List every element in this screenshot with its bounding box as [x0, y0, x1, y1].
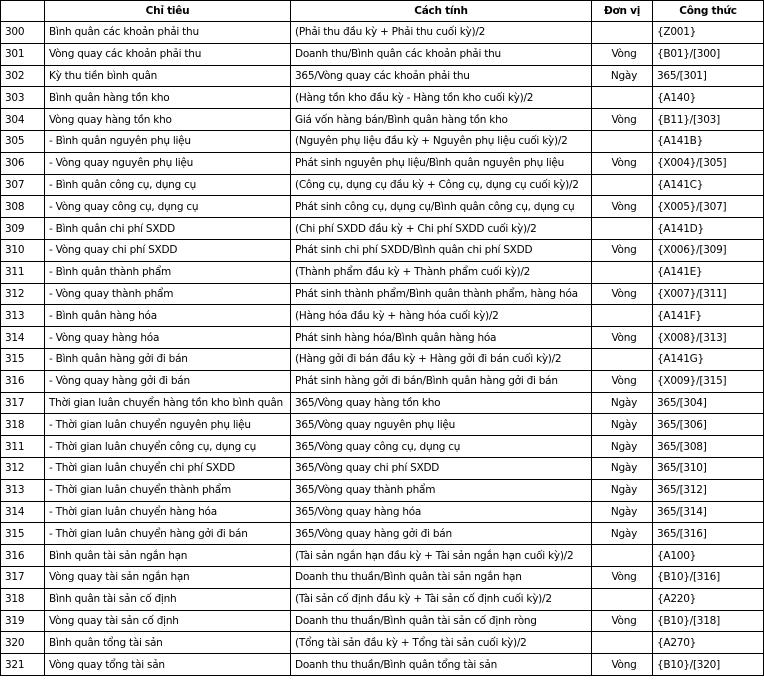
- unit-cell[interactable]: Vòng: [592, 239, 653, 261]
- table-row: [1, 261, 764, 283]
- indicator-cell[interactable]: Vòng quay tài sản ngắn hạn: [45, 566, 291, 588]
- row-number-cell[interactable]: 306: [1, 152, 45, 174]
- indicator-cell[interactable]: Bình quân hàng tồn kho: [45, 87, 291, 109]
- indicator-cell[interactable]: Vòng quay tài sản cố định: [45, 610, 291, 632]
- formula-cell[interactable]: {X007}/[311]: [653, 283, 764, 305]
- row-number-cell[interactable]: 316: [1, 545, 45, 567]
- header-unit[interactable]: Đơn vị: [592, 1, 653, 22]
- row-number-cell[interactable]: 313: [1, 479, 45, 501]
- table-row: [1, 87, 764, 109]
- formula-cell[interactable]: {B10}/[318]: [653, 610, 764, 632]
- unit-cell[interactable]: Ngày: [592, 65, 653, 87]
- formula-cell[interactable]: {A141G}: [653, 348, 764, 370]
- formula-cell[interactable]: {A141B}: [653, 130, 764, 152]
- table-row: [1, 348, 764, 370]
- calculation-cell[interactable]: Doanh thu thuần/Bình quân tài sản ngắn hạn: [291, 566, 592, 588]
- row-number-cell[interactable]: 311: [1, 436, 45, 458]
- row-number-cell[interactable]: 304: [1, 109, 45, 131]
- formula-cell[interactable]: 365/[316]: [653, 523, 764, 545]
- indicator-cell[interactable]: Kỳ thu tiền bình quân: [45, 65, 291, 87]
- table-row: [1, 109, 764, 131]
- formula-cell[interactable]: {A141D}: [653, 218, 764, 240]
- unit-cell[interactable]: [592, 348, 653, 370]
- calculation-cell[interactable]: 365/Vòng quay các khoản phải thu: [291, 65, 592, 87]
- indicator-cell[interactable]: - Thời gian luân chuyển chi phí SXDD: [45, 457, 291, 479]
- unit-cell[interactable]: Vòng: [592, 109, 653, 131]
- header-calculation[interactable]: Cách tính: [291, 1, 592, 22]
- indicator-cell[interactable]: - Bình quân hàng hóa: [45, 305, 291, 327]
- calculation-cell[interactable]: (Hàng gởi đi bán đầu kỳ + Hàng gởi đi bán cuối kỳ)/2: [291, 348, 592, 370]
- calculation-cell[interactable]: 365/Vòng quay hàng gởi đi bán: [291, 523, 592, 545]
- unit-cell[interactable]: Ngày: [592, 457, 653, 479]
- unit-cell[interactable]: [592, 218, 653, 240]
- indicator-cell[interactable]: Bình quân tài sản cố định: [45, 588, 291, 610]
- unit-cell[interactable]: Ngày: [592, 523, 653, 545]
- indicator-cell[interactable]: - Bình quân chi phí SXDD: [45, 218, 291, 240]
- formula-cell[interactable]: 365/[312]: [653, 479, 764, 501]
- formula-cell[interactable]: 365/[314]: [653, 501, 764, 523]
- formula-cell[interactable]: {X009}/[315]: [653, 370, 764, 392]
- table-row: [1, 545, 764, 567]
- formula-cell[interactable]: {A220}: [653, 588, 764, 610]
- calculation-cell[interactable]: 365/Vòng quay nguyên phụ liệu: [291, 414, 592, 436]
- indicator-cell[interactable]: - Thời gian luân chuyển công cụ, dụng cụ: [45, 436, 291, 458]
- unit-cell[interactable]: [592, 545, 653, 567]
- unit-cell[interactable]: Vòng: [592, 327, 653, 349]
- calculation-cell[interactable]: 365/Vòng quay thành phẩm: [291, 479, 592, 501]
- row-number-cell[interactable]: 300: [1, 22, 45, 44]
- indicator-cell[interactable]: - Vòng quay nguyên phụ liệu: [45, 152, 291, 174]
- table-row: [1, 22, 764, 44]
- table-row: [1, 196, 764, 218]
- indicator-cell[interactable]: - Vòng quay hàng gởi đi bán: [45, 370, 291, 392]
- row-number-cell[interactable]: 315: [1, 523, 45, 545]
- indicator-cell[interactable]: - Thời gian luân chuyển hàng gởi đi bán: [45, 523, 291, 545]
- unit-cell[interactable]: [592, 305, 653, 327]
- row-number-cell[interactable]: 301: [1, 43, 45, 65]
- table-row: [1, 392, 764, 414]
- unit-cell[interactable]: Ngày: [592, 436, 653, 458]
- indicator-cell[interactable]: - Vòng quay chi phí SXDD: [45, 239, 291, 261]
- table-row: [1, 305, 764, 327]
- row-number-cell[interactable]: 318: [1, 588, 45, 610]
- formula-cell[interactable]: {B11}/[303]: [653, 109, 764, 131]
- indicator-cell[interactable]: - Bình quân nguyên phụ liệu: [45, 130, 291, 152]
- formula-cell[interactable]: 365/[308]: [653, 436, 764, 458]
- calculation-cell[interactable]: Giá vốn hàng bán/Bình quân hàng tồn kho: [291, 109, 592, 131]
- row-number-cell[interactable]: 302: [1, 65, 45, 87]
- header-indicator[interactable]: Chỉ tiêu: [45, 1, 291, 22]
- calculation-cell[interactable]: 365/Vòng quay chi phí SXDD: [291, 457, 592, 479]
- indicator-cell[interactable]: Vòng quay các khoản phải thu: [45, 43, 291, 65]
- row-number-cell[interactable]: 316: [1, 370, 45, 392]
- row-number-cell[interactable]: 315: [1, 348, 45, 370]
- formula-cell[interactable]: {X006}/[309]: [653, 239, 764, 261]
- formula-cell[interactable]: {B01}/[300]: [653, 43, 764, 65]
- unit-cell[interactable]: Vòng: [592, 283, 653, 305]
- calculation-cell[interactable]: Doanh thu thuần/Bình quân tổng tài sản: [291, 654, 592, 676]
- table-row: [1, 632, 764, 654]
- row-number-cell[interactable]: 310: [1, 239, 45, 261]
- calculation-cell[interactable]: Doanh thu/Bình quân các khoản phải thu: [291, 43, 592, 65]
- table-row: [1, 501, 764, 523]
- formula-cell[interactable]: {A270}: [653, 632, 764, 654]
- table-row: [1, 174, 764, 196]
- row-number-cell[interactable]: 311: [1, 261, 45, 283]
- calculation-cell[interactable]: (Thành phẩm đầu kỳ + Thành phẩm cuối kỳ)/2: [291, 261, 592, 283]
- unit-cell[interactable]: Vòng: [592, 566, 653, 588]
- table-row: [1, 566, 764, 588]
- unit-cell[interactable]: Ngày: [592, 392, 653, 414]
- calculation-cell[interactable]: (Phải thu đầu kỳ + Phải thu cuối kỳ)/2: [291, 22, 592, 44]
- calculation-cell[interactable]: Phát sinh hàng gởi đi bán/Bình quân hàng gởi đi bán: [291, 370, 592, 392]
- unit-cell[interactable]: Vòng: [592, 196, 653, 218]
- table-row: [1, 588, 764, 610]
- calculation-cell[interactable]: Phát sinh hàng hóa/Bình quân hàng hóa: [291, 327, 592, 349]
- formula-cell[interactable]: {B10}/[320]: [653, 654, 764, 676]
- table-row: [1, 65, 764, 87]
- indicator-cell[interactable]: - Bình quân thành phẩm: [45, 261, 291, 283]
- row-number-cell[interactable]: 308: [1, 196, 45, 218]
- indicator-cell[interactable]: Bình quân tài sản ngắn hạn: [45, 545, 291, 567]
- row-number-cell[interactable]: 309: [1, 218, 45, 240]
- indicator-cell[interactable]: - Vòng quay thành phẩm: [45, 283, 291, 305]
- indicator-cell[interactable]: - Thời gian luân chuyển nguyên phụ liệu: [45, 414, 291, 436]
- row-number-cell[interactable]: 317: [1, 566, 45, 588]
- unit-cell[interactable]: Vòng: [592, 654, 653, 676]
- row-number-cell[interactable]: 307: [1, 174, 45, 196]
- indicator-cell[interactable]: - Thời gian luân chuyển hàng hóa: [45, 501, 291, 523]
- table-row: [1, 414, 764, 436]
- row-number-cell[interactable]: 303: [1, 87, 45, 109]
- table-row: [1, 43, 764, 65]
- calculation-cell[interactable]: Phát sinh công cụ, dụng cụ/Bình quân công cụ, dụng cụ: [291, 196, 592, 218]
- table-row: [1, 370, 764, 392]
- calculation-cell[interactable]: (Hàng hóa đầu kỳ + hàng hóa cuối kỳ)/2: [291, 305, 592, 327]
- table-row: [1, 610, 764, 632]
- calculation-cell[interactable]: Phát sinh nguyên phụ liệu/Bình quân nguyên phụ liệu: [291, 152, 592, 174]
- unit-cell[interactable]: Ngày: [592, 479, 653, 501]
- unit-cell[interactable]: [592, 261, 653, 283]
- unit-cell[interactable]: [592, 130, 653, 152]
- row-number-cell[interactable]: 319: [1, 610, 45, 632]
- table-row: [1, 457, 764, 479]
- unit-cell[interactable]: Vòng: [592, 43, 653, 65]
- row-number-cell[interactable]: 314: [1, 327, 45, 349]
- table-row: [1, 523, 764, 545]
- indicator-cell[interactable]: Bình quân các khoản phải thu: [45, 22, 291, 44]
- unit-cell[interactable]: Vòng: [592, 610, 653, 632]
- formula-cell[interactable]: {A140}: [653, 87, 764, 109]
- indicator-cell[interactable]: - Bình quân hàng gởi đi bán: [45, 348, 291, 370]
- calculation-cell[interactable]: 365/Vòng quay hàng hóa: [291, 501, 592, 523]
- table-row: [1, 436, 764, 458]
- row-number-cell[interactable]: 305: [1, 130, 45, 152]
- indicator-cell[interactable]: Vòng quay hàng tồn kho: [45, 109, 291, 131]
- formula-cell[interactable]: {X004}/[305]: [653, 152, 764, 174]
- calculation-cell[interactable]: (Hàng tồn kho đầu kỳ - Hàng tồn kho cuối kỳ)/2: [291, 87, 592, 109]
- calculation-cell[interactable]: 365/Vòng quay công cụ, dụng cụ: [291, 436, 592, 458]
- formula-cell[interactable]: 365/[304]: [653, 392, 764, 414]
- header-formula[interactable]: Công thức: [653, 1, 764, 22]
- indicator-cell[interactable]: - Vòng quay công cụ, dụng cụ: [45, 196, 291, 218]
- calculation-cell[interactable]: Phát sinh chi phí SXDD/Bình quân chi phí SXDD: [291, 239, 592, 261]
- formula-cell[interactable]: {X005}/[307]: [653, 196, 764, 218]
- row-number-cell[interactable]: 318: [1, 414, 45, 436]
- row-number-cell[interactable]: 312: [1, 457, 45, 479]
- table-row: [1, 327, 764, 349]
- indicator-cell[interactable]: - Thời gian luân chuyển thành phẩm: [45, 479, 291, 501]
- calculation-cell[interactable]: Phát sinh thành phẩm/Bình quân thành phẩm, hàng hóa: [291, 283, 592, 305]
- header-no[interactable]: [1, 1, 45, 22]
- calculation-cell[interactable]: (Công cụ, dụng cụ đầu kỳ + Công cụ, dụng cụ cuối kỳ)/2: [291, 174, 592, 196]
- formula-cell[interactable]: 365/[306]: [653, 414, 764, 436]
- unit-cell[interactable]: [592, 588, 653, 610]
- table-row: [1, 479, 764, 501]
- calculation-cell[interactable]: 365/Vòng quay hàng tồn kho: [291, 392, 592, 414]
- table-row: [1, 283, 764, 305]
- formula-cell[interactable]: 365/[310]: [653, 457, 764, 479]
- row-number-cell[interactable]: 321: [1, 654, 45, 676]
- formula-cell[interactable]: {Z001}: [653, 22, 764, 44]
- unit-cell[interactable]: [592, 87, 653, 109]
- row-number-cell[interactable]: 320: [1, 632, 45, 654]
- indicator-cell[interactable]: Vòng quay tổng tài sản: [45, 654, 291, 676]
- row-number-cell[interactable]: 313: [1, 305, 45, 327]
- row-number-cell[interactable]: 317: [1, 392, 45, 414]
- indicator-cell[interactable]: - Vòng quay hàng hóa: [45, 327, 291, 349]
- unit-cell[interactable]: [592, 22, 653, 44]
- formula-cell[interactable]: {A141E}: [653, 261, 764, 283]
- calculation-cell[interactable]: (Tài sản cố định đầu kỳ + Tài sản cố định cuối kỳ)/2: [291, 588, 592, 610]
- table-row: [1, 218, 764, 240]
- indicator-cell[interactable]: Bình quân tổng tài sản: [45, 632, 291, 654]
- calculation-cell[interactable]: (Nguyên phụ liệu đầu kỳ + Nguyên phụ liệu cuối kỳ)/2: [291, 130, 592, 152]
- unit-cell[interactable]: Vòng: [592, 370, 653, 392]
- calculation-cell[interactable]: (Chi phí SXDD đầu kỳ + Chi phí SXDD cuối kỳ)/2: [291, 218, 592, 240]
- formula-cell[interactable]: {B10}/[316]: [653, 566, 764, 588]
- unit-cell[interactable]: [592, 632, 653, 654]
- row-number-cell[interactable]: 312: [1, 283, 45, 305]
- formula-cell[interactable]: {A141F}: [653, 305, 764, 327]
- formula-cell[interactable]: {A100}: [653, 545, 764, 567]
- formula-cell[interactable]: {A141C}: [653, 174, 764, 196]
- formula-cell[interactable]: 365/[301]: [653, 65, 764, 87]
- indicator-cell[interactable]: - Bình quân công cụ, dụng cụ: [45, 174, 291, 196]
- table-row: [1, 654, 764, 676]
- row-number-cell[interactable]: 314: [1, 501, 45, 523]
- header-row: [1, 1, 764, 22]
- indicator-cell[interactable]: Thời gian luân chuyển hàng tồn kho bình quân: [45, 392, 291, 414]
- calculation-cell[interactable]: (Tài sản ngắn hạn đầu kỳ + Tài sản ngắn hạn cuối kỳ)/2: [291, 545, 592, 567]
- table-row: [1, 152, 764, 174]
- formula-cell[interactable]: {X008}/[313]: [653, 327, 764, 349]
- unit-cell[interactable]: Ngày: [592, 501, 653, 523]
- table-row: [1, 239, 764, 261]
- unit-cell[interactable]: [592, 174, 653, 196]
- calculation-cell[interactable]: (Tổng tài sản đầu kỳ + Tổng tài sản cuối kỳ)/2: [291, 632, 592, 654]
- unit-cell[interactable]: Ngày: [592, 414, 653, 436]
- calculation-cell[interactable]: Doanh thu thuần/Bình quân tài sản cố định ròng: [291, 610, 592, 632]
- table-row: [1, 130, 764, 152]
- unit-cell[interactable]: Vòng: [592, 152, 653, 174]
